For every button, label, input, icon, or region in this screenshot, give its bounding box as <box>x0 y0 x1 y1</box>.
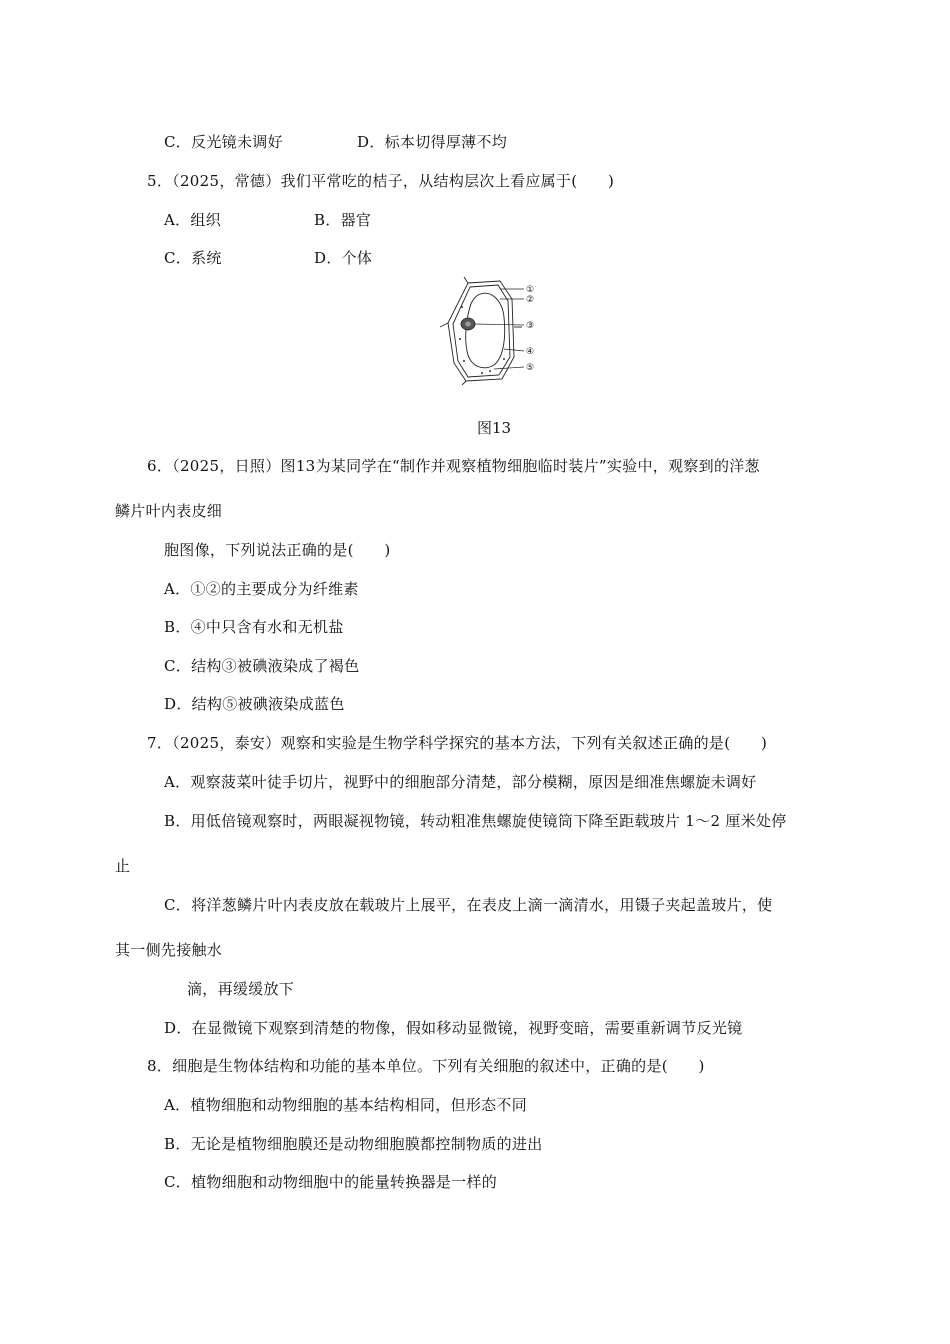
q6-stem-line2: 鳞片叶内表皮细 <box>115 502 223 520</box>
plant-cell-diagram <box>438 277 544 385</box>
figure-caption: 图13 <box>477 419 512 437</box>
label-2: ② <box>526 295 535 305</box>
q7-option-c-line2: 其一侧先接触水 <box>115 941 223 959</box>
q7-option-c-line1: C．将洋葱鳞片叶内表皮放在载玻片上展平，在表皮上滴一滴清水，用镊子夹起盖玻片，使 <box>164 896 773 914</box>
q7-option-a: A．观察菠菜叶徒手切片，视野中的细胞部分清楚，部分模糊，原因是细准焦螺旋未调好 <box>164 773 757 791</box>
q7-option-d: D．在显微镜下观察到清楚的物像，假如移动显微镜，视野变暗，需要重新调节反光镜 <box>164 1019 743 1037</box>
q8-option-a: A．植物细胞和动物细胞的基本结构相同，但形态不同 <box>164 1096 528 1114</box>
q8-stem: 8．细胞是生物体结构和功能的基本单位。下列有关细胞的叙述中，正确的是( ) <box>147 1057 705 1075</box>
q8-option-b: B．无论是植物细胞膜还是动物细胞膜都控制物质的进出 <box>164 1135 543 1153</box>
q6-option-d: D．结构⑤被碘液染成蓝色 <box>164 695 345 713</box>
q8-option-c: C．植物细胞和动物细胞中的能量转换器是一样的 <box>164 1173 498 1191</box>
q7-option-c-line3: 滴，再缓缓放下 <box>187 980 295 998</box>
q5-option-a: A．组织 <box>164 211 222 229</box>
q5-stem: 5．（2025，常德）我们平常吃的桔子，从结构层次上看应属于( ) <box>147 172 615 190</box>
q6-stem-line1: 6．（2025，日照）图13为某同学在“制作并观察植物细胞临时装片”实验中，观察到的洋葱 <box>147 457 760 475</box>
q5-option-c: C．系统 <box>164 249 222 267</box>
q6-option-a: A．①②的主要成分为纤维素 <box>164 580 359 598</box>
q6-option-b: B．④中只含有水和无机盐 <box>164 618 344 636</box>
q6-stem-line3: 胞图像，下列说法正确的是( ) <box>164 541 391 559</box>
q7-option-b-line1: B．用低倍镜观察时，两眼凝视物镜，转动粗准焦螺旋使镜筒下降至距载玻片 1～2 厘米处停 <box>164 812 787 830</box>
label-1: ① <box>526 285 535 295</box>
q5-option-d: D．个体 <box>314 249 373 267</box>
q5-option-b: B．器官 <box>314 211 372 229</box>
q6-option-c: C．结构③被碘液染成了褐色 <box>164 657 360 675</box>
label-4: ④ <box>526 347 535 357</box>
q4-option-c: C．反光镜未调好 <box>164 133 283 151</box>
q4-option-d: D．标本切得厚薄不均 <box>357 133 508 151</box>
label-3: ③ <box>526 321 535 331</box>
q7-stem: 7．（2025，泰安）观察和实验是生物学科学探究的基本方法，下列有关叙述正确的是( ) <box>147 734 768 752</box>
q7-option-b-line2: 止 <box>115 857 131 875</box>
label-5: ⑤ <box>526 363 535 373</box>
